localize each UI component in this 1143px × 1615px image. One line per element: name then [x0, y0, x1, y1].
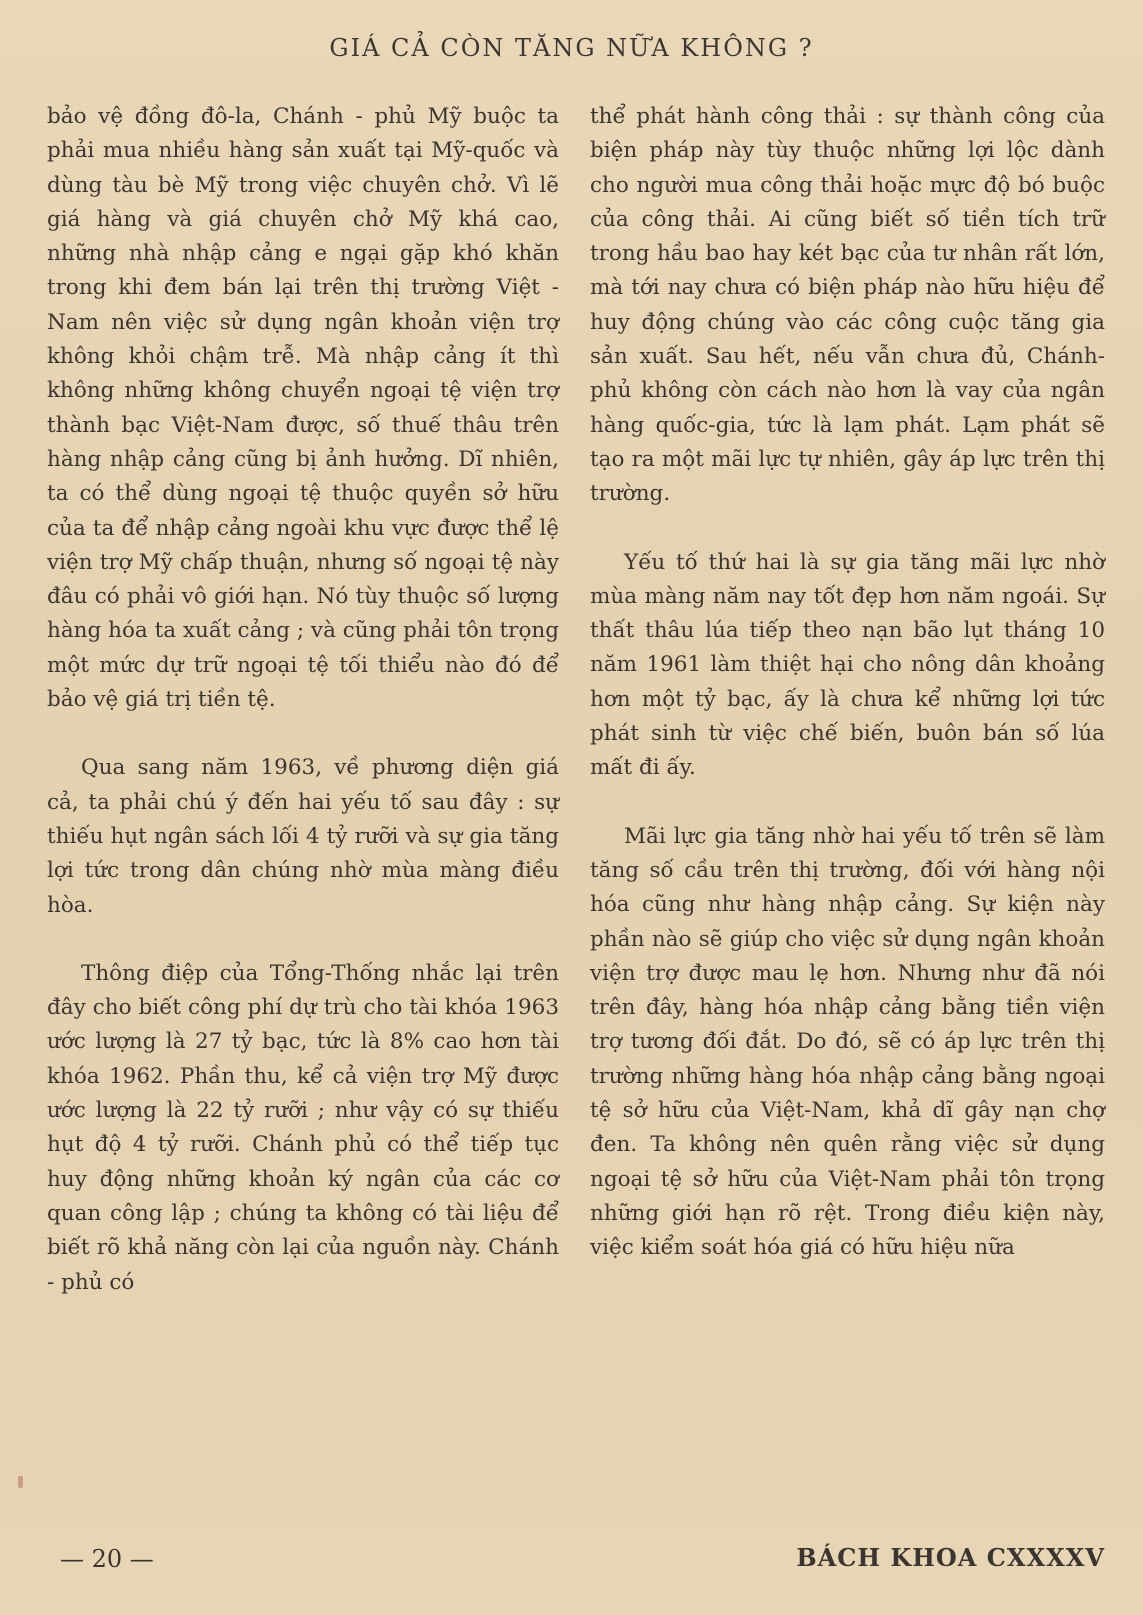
right-paragraph-2: Yếu tố thứ hai là sự gia tăng mãi lực nhờ mùa màng năm nay tốt đẹp hơn năm ngoái. Sự thất thâu lúa tiếp theo nạn bão lụt tháng 10 năm 1961 làm thiệt hại cho nông dân khoảng hơn một tỷ bạc, ấy là chưa kể những lợi tức phát sinh từ việc chế biến, buôn bán số lúa mất đi ấy.	[590, 549, 1105, 781]
right-paragraph-3: Mãi lực gia tăng nhờ hai yếu tố trên sẽ làm tăng số cầu trên thị trường, đối với hàng nội hóa cũng như hàng nhập cảng. Sự kiện này phần nào sẽ giúp cho việc sử dụng ngân khoản viện trợ được mau lẹ hơn. Nhưng như đã nói trên đây, hàng hóa nhập cảng bằng tiền viện trợ tương đối đắt. Do đó, sẽ có áp lực trên thị trường những hàng hóa nhập cảng bằng ngoại tệ sở hữu của Việt-Nam, khả dĩ gây nạn chợ đen. Ta không nên quên rằng việc sử dụng ngoại tệ sở hữu của Việt-Nam phải tôn trọng những giới hạn rõ rệt. Trong điều kiện này, việc kiểm soát hóa giá có hữu hiệu nữa	[590, 823, 1105, 1261]
left-paragraph-2: Qua sang năm 1963, về phương diện giá cả, ta phải chú ý đến hai yếu tố sau đây : sự thiếu hụt ngân sách lối 4 tỷ rưỡi và sự gia tăng lợi tức trong dân chúng nhờ mùa màng điều hòa.	[47, 755, 559, 918]
left-column	[47, 100, 559, 1300]
publication-footer: BÁCH KHOA CXXXXV	[796, 1543, 1105, 1572]
right-column	[590, 100, 1105, 1266]
page-number: — 20 —	[60, 1545, 154, 1573]
paragraph-gap	[47, 923, 559, 957]
left-paragraph-3: Thông điệp của Tổng-Thống nhắc lại trên đây cho biết công phí dự trù cho tài khóa 1963 ước lượng là 27 tỷ bạc, tức là 8% cao hơn tài khóa 1962. Phần thu, kể cả viện trợ Mỹ được ước lượng là 22 tỷ rưỡi ; như vậy có sự thiếu hụt độ 4 tỷ rưỡi. Chánh phủ có thể tiếp tục huy động những khoản ký ngân của các cơ quan công lập ; chúng ta không có tài liệu để biết rõ khả năng còn lại của nguồn này. Chánh - phủ có	[47, 960, 559, 1295]
right-paragraph-1: thể phát hành công thải : sự thành công của biện pháp này tùy thuộc những lợi lộc dành cho người mua công thải hoặc mực độ bó buộc của công thải. Ai cũng biết số tiền tích trữ trong hầu bao hay két bạc của tư nhân rất lớn, mà tới nay chưa có biện pháp nào hữu hiệu để huy động chúng vào các công cuộc tăng gia sản xuất. Sau hết, nếu vẫn chưa đủ, Chánh-phủ không còn cách nào hơn là vay của ngân hàng quốc-gia, tức là lạm phát. Lạm phát sẽ tạo ra một mãi lực tự nhiên, gây áp lực trên thị trường.	[590, 104, 1105, 507]
paragraph-gap	[47, 717, 559, 751]
paragraph-gap	[590, 786, 1105, 820]
ink-speck	[18, 1476, 23, 1488]
left-paragraph-1: bảo vệ đồng đô-la, Chánh - phủ Mỹ buộc ta phải mua nhiều hàng sản xuất tại Mỹ-quốc và dùng tàu bè Mỹ trong việc chuyên chở. Vì lẽ giá hàng và giá chuyên chở Mỹ khá cao, những nhà nhập cảng e ngại gặp khó khăn trong khi đem bán lại trên thị trường Việt - Nam nên việc sử dụng ngân khoản viện trợ không khỏi chậm trễ. Mà nhập cảng ít thì không những không chuyển ngoại tệ viện trợ thành bạc Việt-Nam được, số thuế thâu trên hàng nhập cảng cũng bị ảnh hưởng. Dĩ nhiên, ta có thể dùng ngoại tệ thuộc quyền sở hữu của ta để nhập cảng ngoài khu vực được thể lệ viện trợ Mỹ chấp thuận, nhưng số ngoại tệ này đâu có phải vô giới hạn. Nó tùy thuộc số lượng hàng hóa ta xuất cảng ; và cũng phải tôn trọng một mức dự trữ ngoại tệ tối thiểu nào đó để bảo vệ giá trị tiền tệ.	[47, 104, 559, 713]
running-head-title: GIÁ CẢ CÒN TĂNG NỮA KHÔNG ?	[329, 34, 814, 62]
paragraph-gap	[590, 512, 1105, 546]
